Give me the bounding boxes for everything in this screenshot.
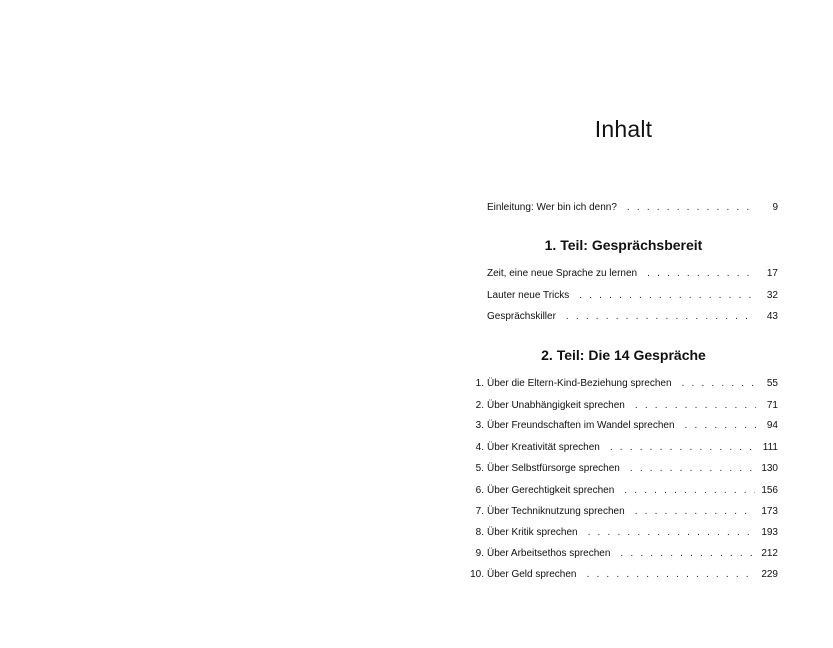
entry-number: 6. xyxy=(475,485,484,496)
dot-leader xyxy=(635,504,756,520)
dot-leader xyxy=(635,398,756,414)
entry-label: Über Arbeitsethos sprechen xyxy=(487,548,611,559)
entry-number: 2. xyxy=(475,400,484,411)
entry-number: 10. xyxy=(470,569,484,580)
toc-entry xyxy=(470,309,778,325)
entry-label: Über Gerechtigkeit sprechen xyxy=(487,485,615,496)
entry-page: 229 xyxy=(761,569,778,580)
toc-entry xyxy=(470,525,778,541)
entry-label: Gesprächskiller xyxy=(487,311,556,322)
entry-label: Über Unabhängigkeit sprechen xyxy=(487,400,625,411)
entry-page: 55 xyxy=(766,378,778,389)
toc-entry xyxy=(470,461,778,477)
page-title: Inhalt xyxy=(594,116,653,142)
dot-leader xyxy=(624,483,755,499)
section-heading-part1: 1. Teil: Gesprächsbereit xyxy=(544,237,703,253)
toc-entry xyxy=(470,266,778,282)
entry-page: 71 xyxy=(766,400,778,411)
entry-number: 9. xyxy=(475,548,484,559)
toc-entry xyxy=(470,567,778,583)
entry-number: 3. xyxy=(475,420,484,431)
entry-number: 4. xyxy=(475,442,484,453)
toc-entry xyxy=(470,398,778,414)
toc-entry xyxy=(470,504,778,520)
entry-page: 32 xyxy=(766,290,778,301)
dot-leader xyxy=(587,567,756,583)
dot-leader xyxy=(682,376,756,392)
entry-label: Über Geld sprechen xyxy=(487,569,577,580)
entry-label: Lauter neue Tricks xyxy=(487,290,570,301)
entry-page: 156 xyxy=(761,485,778,496)
entry-page: 9 xyxy=(772,202,778,213)
entry-number: 5. xyxy=(475,463,484,474)
toc-entry xyxy=(470,288,778,304)
entry-number: 1. xyxy=(475,378,484,389)
entry-label: Über Selbstfürsorge sprechen xyxy=(487,463,620,474)
toc-entry xyxy=(470,483,778,499)
dot-leader xyxy=(620,546,755,562)
dot-leader xyxy=(610,440,756,456)
entry-label: Einleitung: Wer bin ich denn? xyxy=(487,202,617,213)
entry-label: Über Techniknutzung sprechen xyxy=(487,506,625,517)
entry-page: 43 xyxy=(766,311,778,322)
entry-label: Über Freundschaften im Wandel sprechen xyxy=(487,420,675,431)
entry-label: Zeit, eine neue Sprache zu lernen xyxy=(487,268,638,279)
dot-leader xyxy=(588,525,756,541)
entry-page: 130 xyxy=(761,463,778,474)
section-heading-part2: 2. Teil: Die 14 Gespräche xyxy=(541,347,706,363)
entry-label: Über Kreativität sprechen xyxy=(487,442,600,453)
dot-leader xyxy=(630,461,755,477)
entry-page: 173 xyxy=(761,506,778,517)
entry-number: 7. xyxy=(475,506,484,517)
toc-entry xyxy=(470,546,778,562)
toc-entry xyxy=(470,376,778,392)
toc-entry-intro xyxy=(470,200,778,216)
entry-page: 94 xyxy=(766,420,778,431)
entry-label: Über Kritik sprechen xyxy=(487,527,578,538)
dot-leader xyxy=(579,288,756,304)
entry-page: 193 xyxy=(761,527,778,538)
dot-leader xyxy=(627,200,756,216)
entry-page: 212 xyxy=(761,548,778,559)
entry-label: Über die Eltern-Kind-Beziehung sprechen xyxy=(487,378,672,389)
dot-leader xyxy=(647,266,756,282)
toc-entry xyxy=(470,418,778,434)
toc-entry xyxy=(470,440,778,456)
dot-leader xyxy=(566,309,756,325)
entry-page: 111 xyxy=(762,442,778,453)
entry-page: 17 xyxy=(766,268,778,279)
entry-number: 8. xyxy=(475,527,484,538)
dot-leader xyxy=(685,418,757,434)
